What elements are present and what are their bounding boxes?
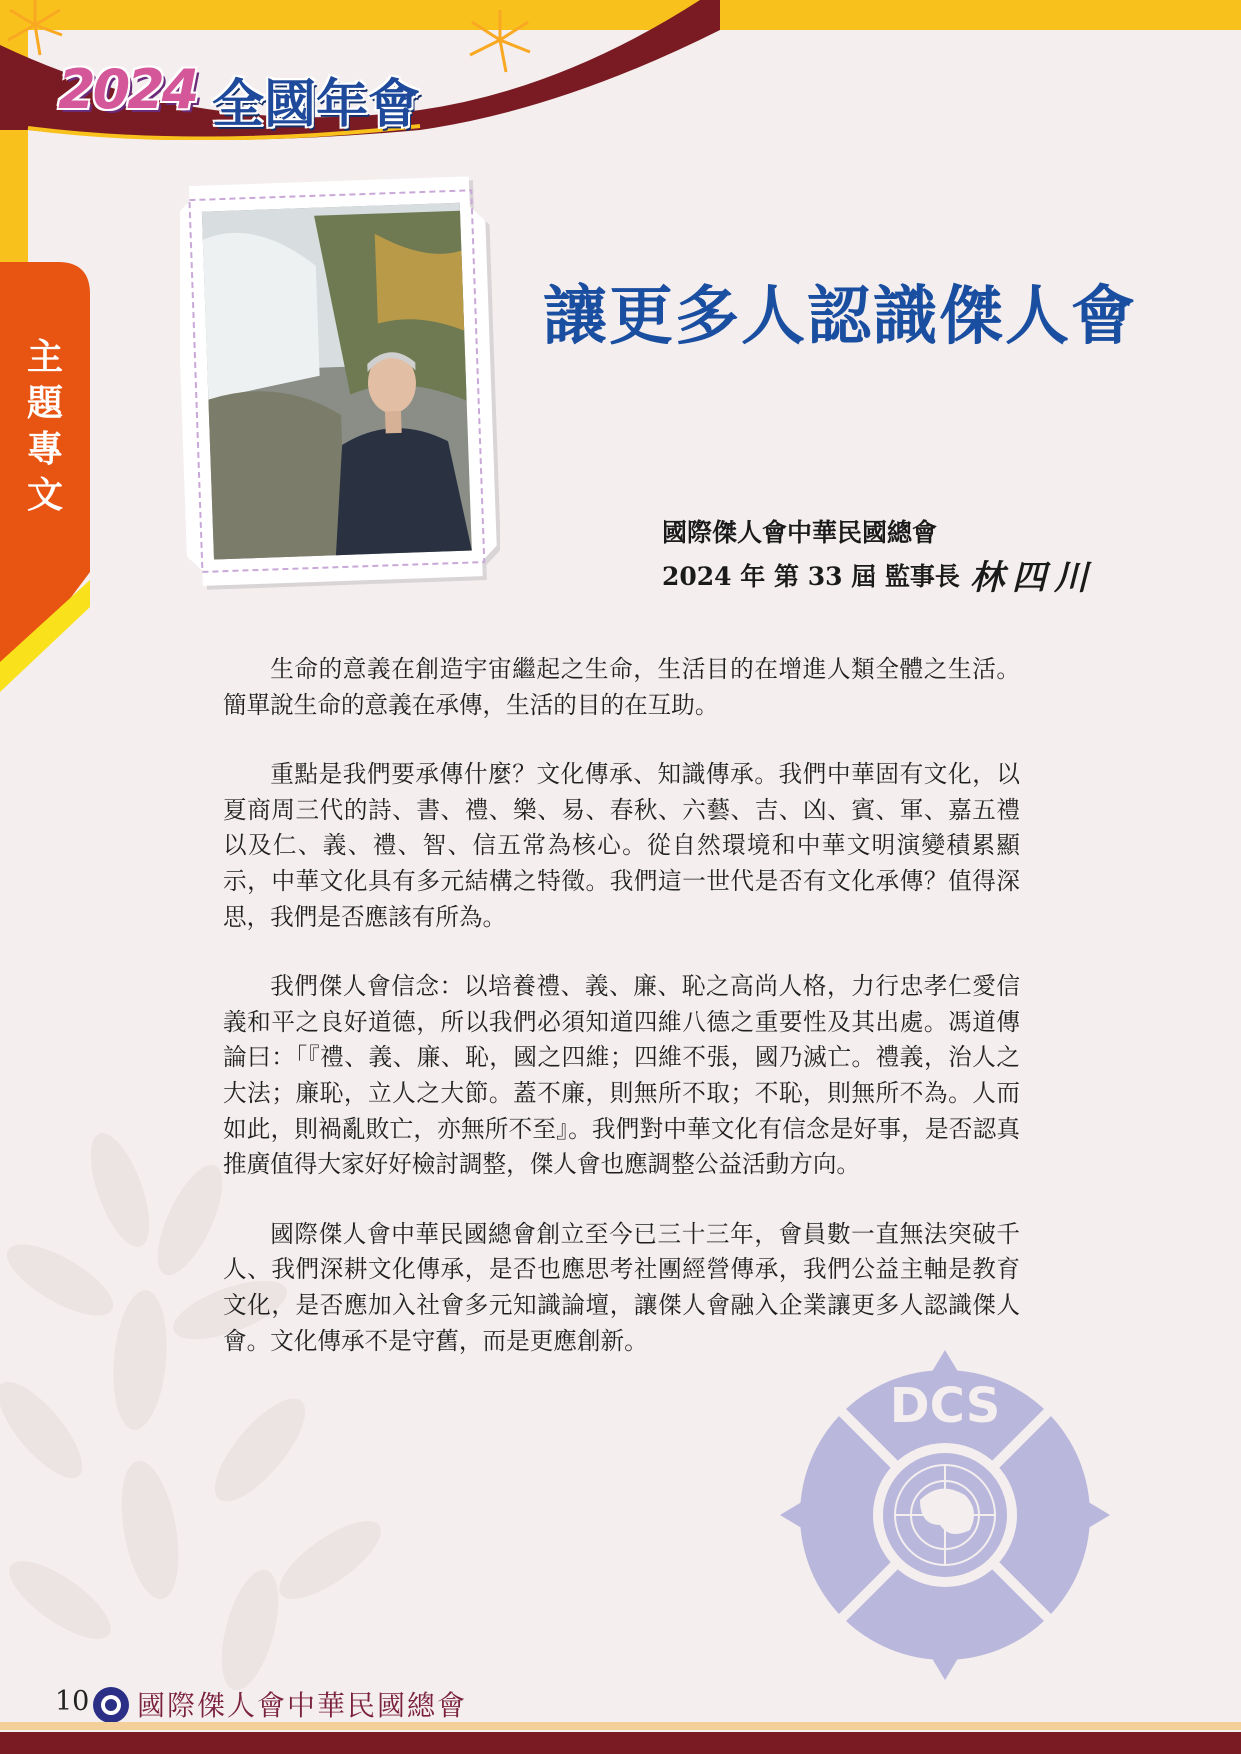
- article-body: [223, 652, 1020, 1393]
- logo-title: 全國年會: [212, 75, 421, 135]
- body-paragraph: 國際傑人會中華民國總會創立至今已三十三年，會員數一直無法突破千人、我們深耕文化傳承，是否也應思考社團經營傳承，我們公益主軸是教育文化，是否應加入社會多元知識論壇，讓傑人會融入企業讓更多人認識傑人會。文化傳承不是守舊，而是更應創新。: [223, 1219, 1020, 1355]
- body-paragraph: 重點是我們要承傳什麼？文化傳承、知識傳承。我們中華固有文化，以夏商周三代的詩、書、禮、樂、易、春秋、六藝、吉、凶、賓、軍、嘉五禮以及仁、義、禮、智、信五常為核心。從自然環境和中華文明演變積累顯示，中華文化具有多元結構之特徵。我們這一世代是否有文化承傳？值得深思，我們是否應該有所為。: [223, 760, 1020, 931]
- side-tab-label: 主題專文: [26, 337, 63, 516]
- dcs-emblem: [780, 1350, 1110, 1680]
- org-emblem-icon: [92, 1686, 130, 1724]
- author-organization: 國際傑人會中華民國總會: [662, 518, 938, 547]
- author-photo: [180, 175, 500, 595]
- page-number: 10: [55, 1686, 90, 1717]
- author-role: 2024 年 第 33 屆 監事長: [662, 562, 960, 591]
- footer-organization: 國際傑人會中華民國總會: [137, 1689, 468, 1722]
- body-paragraph: 生命的意義在創造宇宙繼起之生命，生活目的在增進人類全體之生活。簡單說生命的意義在承傳，生活的目的在互助。: [223, 655, 1020, 719]
- footer-band: [0, 1722, 1241, 1754]
- article-title: 讓更多人認識傑人會: [543, 279, 1137, 354]
- logo-year: 2024: [58, 58, 197, 121]
- emblem-text: DCS: [889, 1378, 1001, 1434]
- author-signature: 林四川: [970, 558, 1096, 598]
- body-paragraph: 我們傑人會信念：以培養禮、義、廉、恥之高尚人格，力行忠孝仁愛信義和平之良好道德，所以我們必須知道四維八德之重要性及其出處。馮道傳論曰：「『禮、義、廉、恥，國之四維；四維不張，國乃滅亡。禮義，治人之大法；廉恥，立人之大節。蓋不廉，則無所不取；不恥，則無所不為。人而如此，則禍亂敗亡，亦無所不至』。我們對中華文化有信念是好事，是否認真推廣值得大家好好檢討調整，傑人會也應調整公益活動方向。: [223, 972, 1020, 1179]
